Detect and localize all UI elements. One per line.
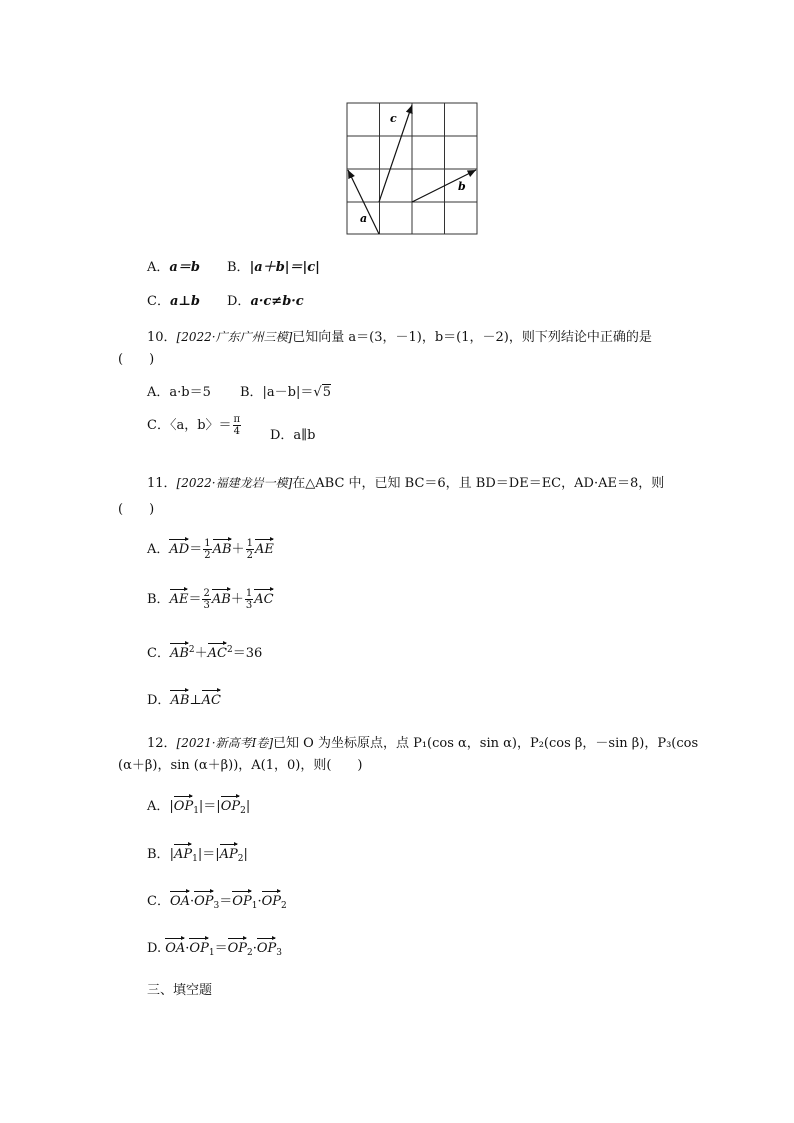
- q10-option-b: B．|a－b|＝√5: [240, 385, 331, 400]
- q10-answer-bracket: ( ): [118, 352, 155, 367]
- q11-option-d: D．AB⊥AC: [147, 693, 221, 708]
- q11-option-a: A．AD＝ $\frac{1}{2}$ AB＋ $\frac{1}{2}$ AE: [147, 538, 274, 561]
- q9-option-d: [227, 290, 304, 309]
- vector-a-label: a: [360, 212, 368, 225]
- vector-c-label: c: [390, 112, 397, 125]
- q10-stem: [147, 326, 652, 345]
- option-text: a·c≠b·c: [250, 294, 304, 309]
- vector-b-label: b: [458, 180, 466, 193]
- q10-option-c: C．〈a，b〉＝ $\frac{\pi}{4}$: [147, 414, 241, 437]
- question-source: [2022·福建龙岩一模]: [176, 476, 293, 490]
- question-number: 10．: [147, 330, 177, 345]
- q12-option-b: B．$|AP_1|=|AP_2|$: [147, 847, 248, 864]
- question-source: [2022·广东广州三模]: [176, 330, 293, 344]
- q9-option-c: [147, 290, 200, 309]
- q11-option-c: C．$AB^2+AC^2=36$: [147, 645, 263, 661]
- q11-answer-bracket: ( ): [118, 502, 155, 517]
- option-text: a＝b: [169, 260, 200, 275]
- option-letter: B．: [227, 260, 250, 275]
- fraction: $\frac{\pi}{4}$: [233, 414, 241, 437]
- q12-option-c: C．$OA\cdot OP_3=OP_1\cdot OP_2$: [147, 894, 287, 911]
- question-source: [2021·新高考Ⅰ卷]: [176, 736, 274, 750]
- option-text: a⊥b: [169, 294, 200, 309]
- question-stem: 已知 O 为坐标原点，点 P₁(cos α，sin α)，P₂(cos β，－sin β)，P₃(cos: [273, 736, 699, 751]
- q10-option-a: A．a·b＝5: [147, 385, 211, 400]
- q10-option-d: D．a∥b: [270, 428, 316, 443]
- sqrt-symbol: √: [313, 385, 322, 400]
- option-letter: A．: [147, 260, 170, 275]
- q11-stem: [147, 472, 664, 491]
- q11-option-b: B．AE＝ $\frac{2}{3}$ AB＋ $\frac{1}{3}$ AC: [147, 588, 274, 611]
- q9-option-b: [227, 256, 320, 275]
- option-text: |a＋b|＝|c|: [249, 260, 320, 275]
- question-stem: 已知向量 a＝(3，－1)，b＝(1，－2)，则下列结论中正确的是: [292, 330, 652, 345]
- question-stem: 在△ABC 中，已知 BC＝6，且 BD＝DE＝EC，AD·AE＝8，则: [292, 476, 665, 491]
- vector-grid-figure: [346, 102, 478, 236]
- question-number: 11．: [147, 476, 177, 491]
- q9-option-a: [147, 256, 200, 275]
- option-letter: C．: [147, 294, 170, 309]
- q12-option-d: D. $OA\cdot OP_1=OP_2\cdot OP_3$: [147, 941, 282, 958]
- q12-option-a: A．$|OP_1|=|OP_2|$: [147, 799, 251, 816]
- section-heading: 三、填空题: [147, 983, 213, 998]
- q12-stem: [147, 732, 698, 751]
- question-number: 12．: [147, 736, 177, 751]
- option-letter: D．: [227, 294, 251, 309]
- q12-stem-continued: (α＋β)，sin (α＋β))，A(1，0)，则( ): [118, 758, 363, 773]
